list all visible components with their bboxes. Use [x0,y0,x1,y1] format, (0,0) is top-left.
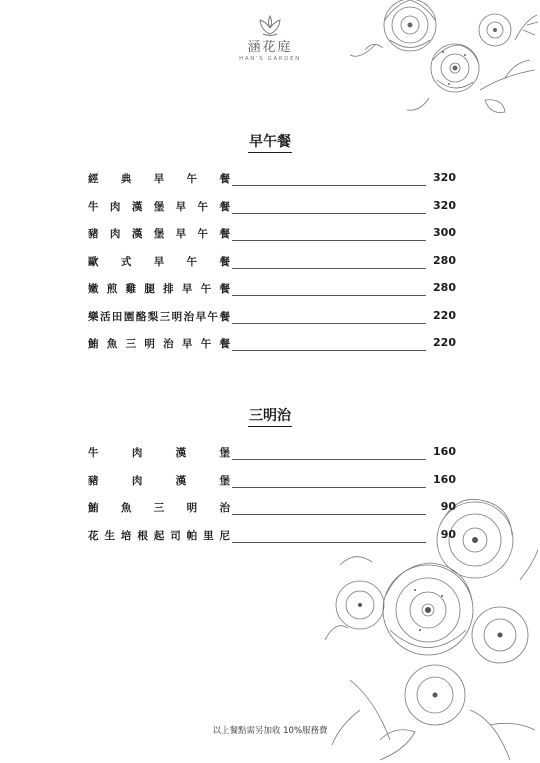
leader-line [232,487,426,488]
menu-item-price: 320 [433,198,456,212]
leader-line [232,268,426,269]
leader-line [232,350,426,351]
menu-item-name: 鮪 魚 三 明 治 早 午 餐 [88,338,230,350]
menu-item-price: 90 [440,500,456,513]
menu-item-price: 220 [433,336,456,349]
menu-item-name: 經 典 早 午 餐 [88,173,230,185]
menu-item-name: 鮪 魚 三 明 治 [88,502,230,514]
brand-name: 涵花庭 [247,40,293,55]
menu-item-price: 320 [433,171,456,184]
menu-item-row [88,528,458,544]
section-title-brunch [0,131,540,151]
section-title-text: 早午餐 [248,134,292,153]
menu-item-row [88,309,458,325]
menu-item-row [88,281,458,297]
menu-item-name: 嫩 煎 雞 腿 排 早 午 餐 [88,283,230,295]
leader-line [232,542,426,543]
menu-item-row [88,336,458,352]
menu-item-row [88,199,458,215]
menu-item-name: 牛 肉 漢 堡 [88,447,230,459]
menu-item-price: 220 [433,308,456,322]
menu-item-name: 花 生 培 根 起 司 帕 里 尼 [88,529,230,542]
menu-item-row [88,445,458,461]
menu-item-name: 牛 肉 漢 堡 早 午 餐 [88,200,230,213]
leader-line [232,295,426,296]
flower-logo-icon [255,14,285,36]
menu-item-name: 豬 肉 漢 堡 [88,474,230,487]
menu-item-price: 280 [433,253,456,267]
menu-item-price: 300 [433,226,456,239]
leader-line [232,323,426,324]
menu-item-price: 90 [440,527,456,541]
leader-line [232,213,426,214]
brand-logo [0,14,540,62]
menu-item-name: 豬 肉 漢 堡 早 午 餐 [88,228,230,240]
menu-item-price: 160 [433,445,456,458]
menu-item-row [88,226,458,242]
menu-item-row [88,473,458,489]
service-charge-note: 以上餐點需另加收 10%服務費 [212,726,328,736]
menu-item-name: 歐 式 早 午 餐 [88,255,230,268]
leader-line [232,240,426,241]
menu-item-price: 160 [433,472,456,486]
leader-line [232,514,426,515]
menu-item-row [88,171,458,187]
section-title-sandwich [0,405,540,425]
menu-item-price: 280 [433,281,456,294]
menu-item-name: 樂 活 田 園 酪 梨 三 明 治 早 午 餐 [88,310,230,323]
menu-item-row [88,500,458,516]
menu-item-row [88,254,458,270]
brand-subtitle: HAN'S GARDEN [239,56,301,62]
section-title-text: 三明治 [248,408,292,427]
leader-line [232,459,426,460]
leader-line [232,185,426,186]
